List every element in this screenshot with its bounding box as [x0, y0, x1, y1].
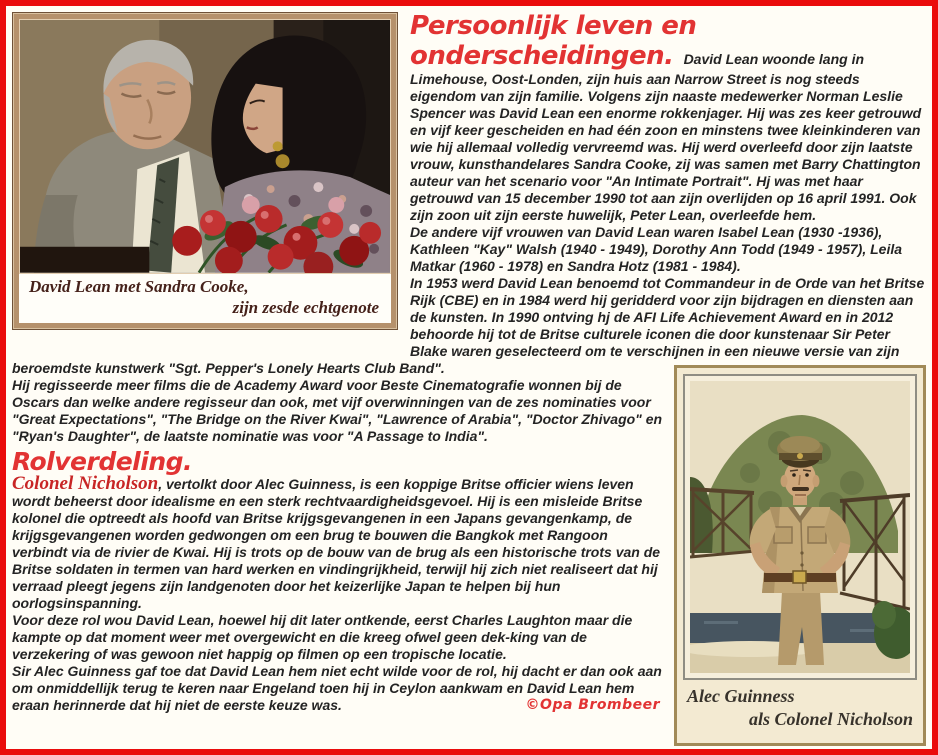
david-lean-sandra-cooke-photo-illustration: [20, 20, 390, 273]
alec-guinness-photo: [683, 374, 917, 680]
paragraph-personal-2: In 1953 werd David Lean benoemd tot Commandeur in de Orde van het Britse Rijk (CBE) en in 1984 werd hij geridderd voor zijn bijdragen en diensten aan de kunsten. In 1990 ontving hj de AFI Life Achievement Award en in 2012 behoorde hij tot de Britse culturele iconen die door kunstenaar Sir Peter Blake waren geselecteerd om te verschijnen in een nieuwe versie van zijn beroemdste kunstwerk "Sgt. Pepper's Lonely Hearts Club Band".: [12, 275, 925, 376]
alec-guinness-photo-illustration: [690, 381, 910, 673]
paragraph-personal-3: Hij regisseerde meer films die de Academy Award voor Beste Cinematografie wonnen bij de Oscars dan welke andere regisseur dan ook, met vijf overwinningen van de zes nominaties voor "Great Expectations", "The Bridge on the River Kwai", "Lawrence of Arabia", "Doctor Zhivago" en "Ryan's Daughter", de laatste nominatie was voor "A Passage to India".: [12, 377, 663, 444]
cast-para3-text: Sir Alec Guinness gaf toe dat David Lean hem niet echt wilde voor de rol, hij dacht er dan ook aan om onmiddellijk terug te keren naar Engeland toen hij in Ceylon aankwam en David Lean hem eraan herinnerde dat hij niet de eerste keuze was.: [12, 663, 662, 713]
right-photo-caption: [683, 680, 917, 737]
right-photo-caption-line2: als Colonel Nicholson: [748, 709, 913, 729]
role-name-colonel-nicholson: Colonel Nicholson: [12, 473, 159, 494]
article-body: [12, 11, 926, 729]
left-photo-caption-line2: zijn zesde echtgenote: [232, 297, 379, 317]
david-lean-sandra-cooke-photo-frame: [12, 12, 398, 330]
alec-guinness-photo-frame: [674, 365, 926, 746]
personal-para1b-text: De andere vijf vrouwen van David Lean waren Isabel Lean (1930 -1936), Kathleen "Kay" Walsh (1940 - 1949), Dorothy Ann Todd (1949 - 1957), Leila Matkar (1960 - 1978) en Sandra Hotz (1981 - 1984).: [410, 224, 903, 274]
left-photo-caption: [19, 274, 391, 323]
right-photo-caption-line1: Alec Guinness: [687, 686, 795, 706]
section-heading-cast: Rolverdeling.: [12, 447, 193, 476]
david-lean-sandra-cooke-photo: [19, 19, 391, 274]
paragraph-cast-2: Voor deze rol wou David Lean, hoewel hij dit later ontkende, eerst Charles Laughton maar die kampte op dat moment weer met overgewicht en die kreeg ofwel geen dek-king van de verzekering of was gewoon niet happig op filmen op een tropische locatie.: [12, 612, 633, 662]
section-heading-personal: Persoonlijk leven en onderscheidingen.: [410, 11, 697, 71]
author-credit: ©Opa Brombeer: [525, 697, 660, 713]
personal-para1-text: David Lean woonde lang in Limehouse, Oost-Londen, zijn huis aan Narrow Street is nog steeds eigendom van zijn familie. Volgens zijn naaste medewerker Norman Leslie Spencer was David Lean een enorme rokkenjager. Hij was zes keer getrouwd en vijf keer gescheiden en had één zoon en minstens twee kleinkinderen van wie hij allemaal volledig vervreemd was. Hij werd overleefd door zijn laatste vrouw, kunsthandelares Sandra Cooke, zij was samen met Barry Chattington auteur van het scenario voor "An Intimate Portrait". Hj was met haar getrouwd van 15 december 1990 tot aan zijn overlijden op 16 april 1991. Ook zijn zoon uit zijn eerste huwelijk, Peter Lean, overleefde hem.: [410, 51, 922, 223]
left-photo-caption-line1: David Lean met Sandra Cooke,: [29, 276, 249, 296]
cast-para1-text: , vertolkt door Alec Guinness, is een koppige Britse officier wiens leven wordt beheerst door idealisme en een sterk rechtvaardigheidsgevoel. Hij is een misleide Britse kolonel die optreedt als hoofd van Britse krijgsgevangenen in een Japans gevangenkamp, de krijgsgevangenen worden gedwongen om een brug te bouwen die Bangkok met Rangoon verbindt via de rivier de Kwai. Hij is trots op de bouw van de brug als een historische trots van de Britse soldaten in termen van hard werken en vindingrijkheid, terwijl hij zich niet realiseert dat hij verraad pleegt jegens zijn landgenoten door het keizerlijke Japan te helpen bij hun oorlogsinspanning.: [12, 476, 661, 611]
